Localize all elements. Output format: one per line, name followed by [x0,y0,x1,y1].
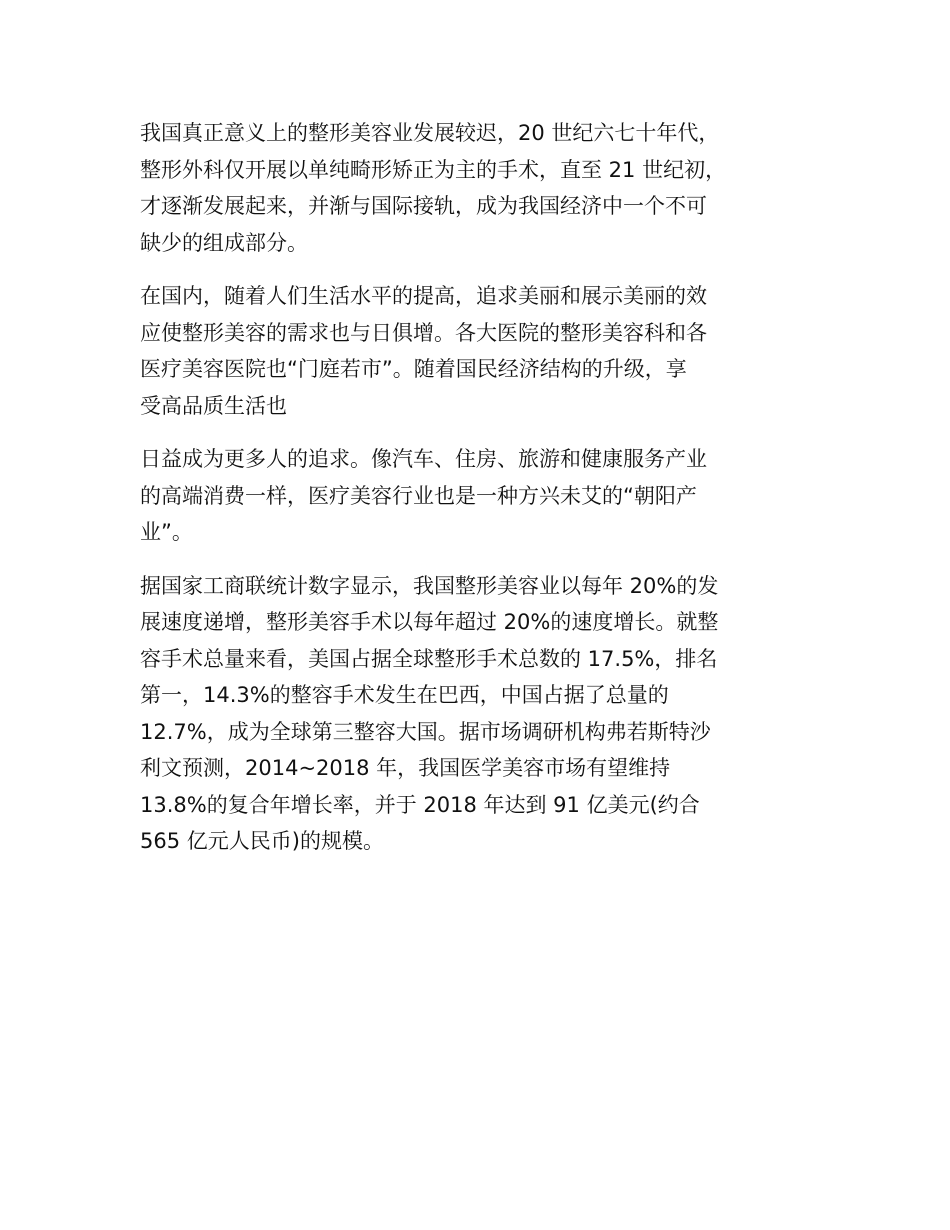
text-line: 展速度递增，整形美容手术以每年超过 20%的速度增长。就整 [140,610,719,634]
paragraph-1 [140,115,810,261]
text-line: 容手术总量来看，美国占据全球整形手术总数的 17.5%，排名 [140,646,718,671]
paragraph-4 [140,568,810,860]
text-line: 第一，14.3%的整容手术发生在巴西，中国占据了总量的 [140,683,669,707]
text-line: 13.8%的复合年增长率，并于 2018 年达到 91 亿美元(约合 [140,792,700,817]
text-line: 应使整形美容的需求也与日俱增。各大医院的整形美容科和各 [140,320,707,345]
text-line: 日益成为更多人的追求。像汽车、住房、旅游和健康服务产业 [140,447,707,471]
text-line: 医疗美容医院也“门庭若市”。随着国民经济结构的升级，享 [140,357,687,381]
text-line: 利文预测，2014~2018 年，我国医学美容市场有望维持 [140,756,671,780]
text-line: 在国内，随着人们生活水平的提高，追求美丽和展示美丽的效 [140,284,707,308]
text-line: 的高端消费一样，医疗美容行业也是一种方兴未艾的“朝阳产 [140,483,697,508]
paragraph-3 [140,441,810,551]
text-line: 整形外科仅开展以单纯畸形矫正为主的手术，直至 21 世纪初， [140,157,727,182]
text-line: 据国家工商联统计数字显示，我国整形美容业以每年 20%的发 [140,573,719,598]
text-line: 才逐渐发展起来，并渐与国际接轨，成为我国经济中一个不可 [140,194,707,218]
document-page [140,115,810,877]
text-line: 缺少的组成部分。 [140,230,308,255]
text-line: 我国真正意义上的整形美容业发展较迟，20 世纪六七十年代， [140,121,720,145]
paragraph-2 [140,278,810,424]
text-line: 业”。 [140,520,193,544]
text-line: 565 亿元人民币)的规模。 [140,829,384,853]
text-line: 受高品质生活也 [140,393,287,418]
text-line: 12.7%，成为全球第三整容大国。据市场调研机构弗若斯特沙 [140,719,711,744]
